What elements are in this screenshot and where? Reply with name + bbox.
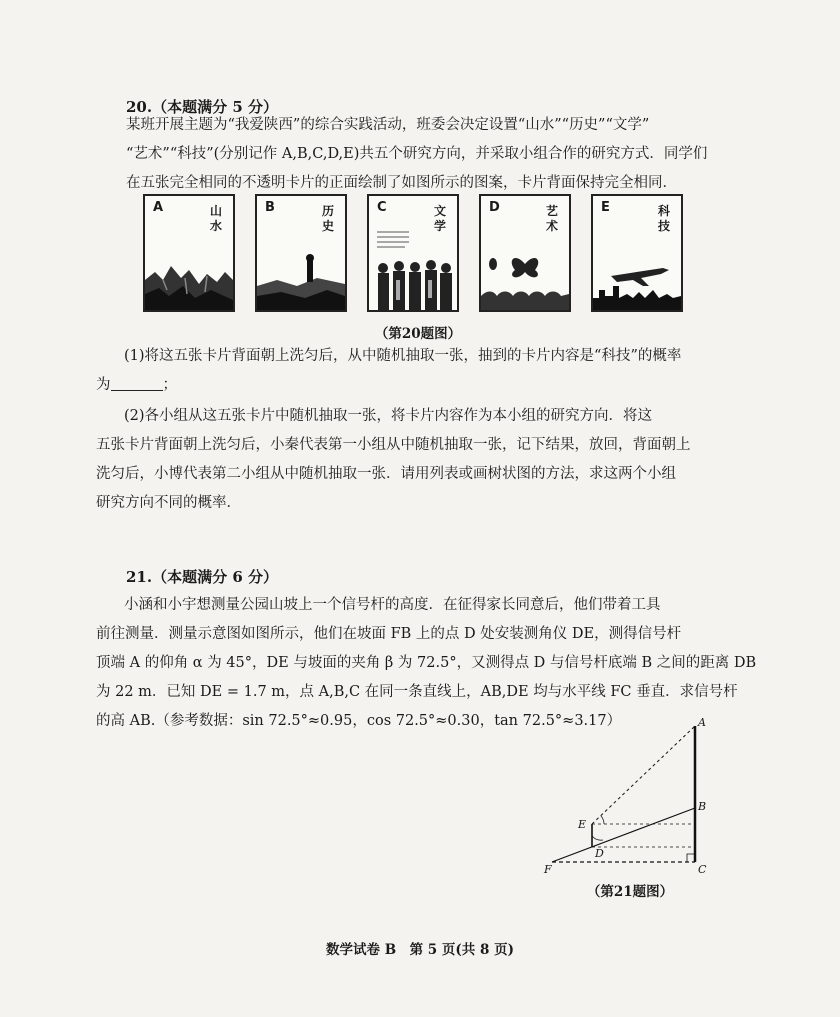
card-d bbox=[479, 194, 571, 312]
q20-part2-line-1: (2)各小组从这五张卡片中随机抽取一张，将卡片内容作为本小组的研究方向．将这 bbox=[124, 408, 653, 424]
q20-figure-caption: （第20题图） bbox=[374, 326, 462, 342]
q21-header: 21.（本题满分 6 分） bbox=[126, 568, 278, 586]
q20-part1-suffix: ； bbox=[162, 377, 177, 393]
page-footer: 数学试卷 B 第 5 页(共 8 页) bbox=[326, 942, 514, 958]
card-c-label: 文学 bbox=[433, 204, 446, 233]
card-d-letter: D bbox=[489, 200, 500, 215]
q21-line-3: 顶端 A 的仰角 α 为 45°，DE 与坡面的夹角 β 为 72.5°，又测得点 D 与信号杆底端 B 之间的距离 DB bbox=[96, 655, 757, 671]
q21-line-5: 的高 AB.（参考数据：sin 72.5°≈0.95，cos 72.5°≈0.30，tan 72.5°≈3.17） bbox=[96, 713, 622, 729]
card-d-label: 艺术 bbox=[545, 204, 558, 233]
figures-group-icon bbox=[369, 220, 457, 310]
q20-part1-prefix: 为 bbox=[96, 377, 111, 393]
card-c-letter: C bbox=[377, 200, 387, 215]
q20-part2-line-2: 五张卡片背面朝上洗匀后，小秦代表第一小组从中随机抽取一张，记下结果，放回，背面朝上 bbox=[96, 437, 691, 453]
card-e-label: 科技 bbox=[657, 204, 670, 233]
mountain-landscape-icon bbox=[145, 250, 233, 310]
q20-header: 20.（本题满分 5 分） bbox=[126, 98, 278, 116]
q20-intro-line-3: 在五张完全相同的不透明卡片的正面绘制了如图所示的图案，卡片背面保持完全相同． bbox=[126, 175, 677, 191]
q20-intro-line-1: 某班开展主题为“我爱陕西”的综合实践活动，班委会决定设置“山水”“历史”“文学” bbox=[126, 117, 650, 133]
q21-line-4: 为 22 m．已知 DE = 1.7 m，点 A,B,C 在同一条直线上，AB,DE 均与水平线 FC 垂直．求信号杆 bbox=[96, 684, 738, 700]
card-b-label: 历史 bbox=[321, 204, 334, 233]
card-a-label: 山水 bbox=[209, 204, 222, 233]
angle-alpha-arc-icon bbox=[601, 816, 604, 824]
card-a-letter: A bbox=[153, 200, 164, 215]
angle-beta-arc-icon bbox=[592, 836, 603, 840]
q21-line-2: 前往测量．测量示意图如图所示，他们在坡面 FB 上的点 D 处安装测角仪 DE，测得信号杆 bbox=[96, 626, 682, 642]
q20-part2-line-4: 研究方向不同的概率． bbox=[96, 495, 241, 511]
card-c bbox=[367, 194, 459, 312]
card-e bbox=[591, 194, 683, 312]
q21-measurement-diagram bbox=[540, 712, 720, 877]
q20-part1-line-2 bbox=[96, 371, 681, 400]
papercut-butterfly-icon bbox=[481, 250, 569, 310]
label-c: C bbox=[698, 863, 707, 876]
card-b bbox=[255, 194, 347, 312]
q21-figure-caption: （第21题图） bbox=[586, 884, 674, 900]
card-e-letter: E bbox=[601, 200, 610, 215]
label-e: E bbox=[578, 818, 587, 831]
sight-line-ea bbox=[592, 726, 695, 824]
label-f: F bbox=[544, 863, 552, 876]
label-d: D bbox=[595, 847, 604, 860]
label-a: A bbox=[698, 716, 706, 729]
card-b-letter: B bbox=[265, 200, 275, 215]
q20-part2 bbox=[96, 402, 691, 518]
statue-hills-icon bbox=[257, 250, 345, 310]
answer-blank[interactable] bbox=[111, 376, 163, 391]
airplane-city-icon bbox=[593, 250, 681, 310]
label-b: B bbox=[698, 800, 707, 813]
q20-intro-line-2: “艺术”“科技”(分别记作 A,B,C,D,E)共五个研究方向，并采取小组合作的研究方式．同学们 bbox=[126, 146, 708, 162]
q20-card-figure bbox=[143, 194, 683, 316]
q20-part1-line-1: (1)将这五张卡片背面朝上洗匀后，从中随机抽取一张，抽到的卡片内容是“科技”的概率 bbox=[124, 348, 682, 364]
q20-part1 bbox=[96, 342, 681, 400]
q21-line-1: 小涵和小宇想测量公园山坡上一个信号杆的高度．在征得家长同意后，他们带着工具 bbox=[124, 597, 661, 613]
q20-part2-line-3: 洗匀后，小博代表第二小组从中随机抽取一张．请用列表或画树状图的方法，求这两个小组 bbox=[96, 466, 676, 482]
card-a bbox=[143, 194, 235, 312]
q20-intro bbox=[126, 111, 707, 198]
slope-line-fb bbox=[552, 808, 695, 862]
